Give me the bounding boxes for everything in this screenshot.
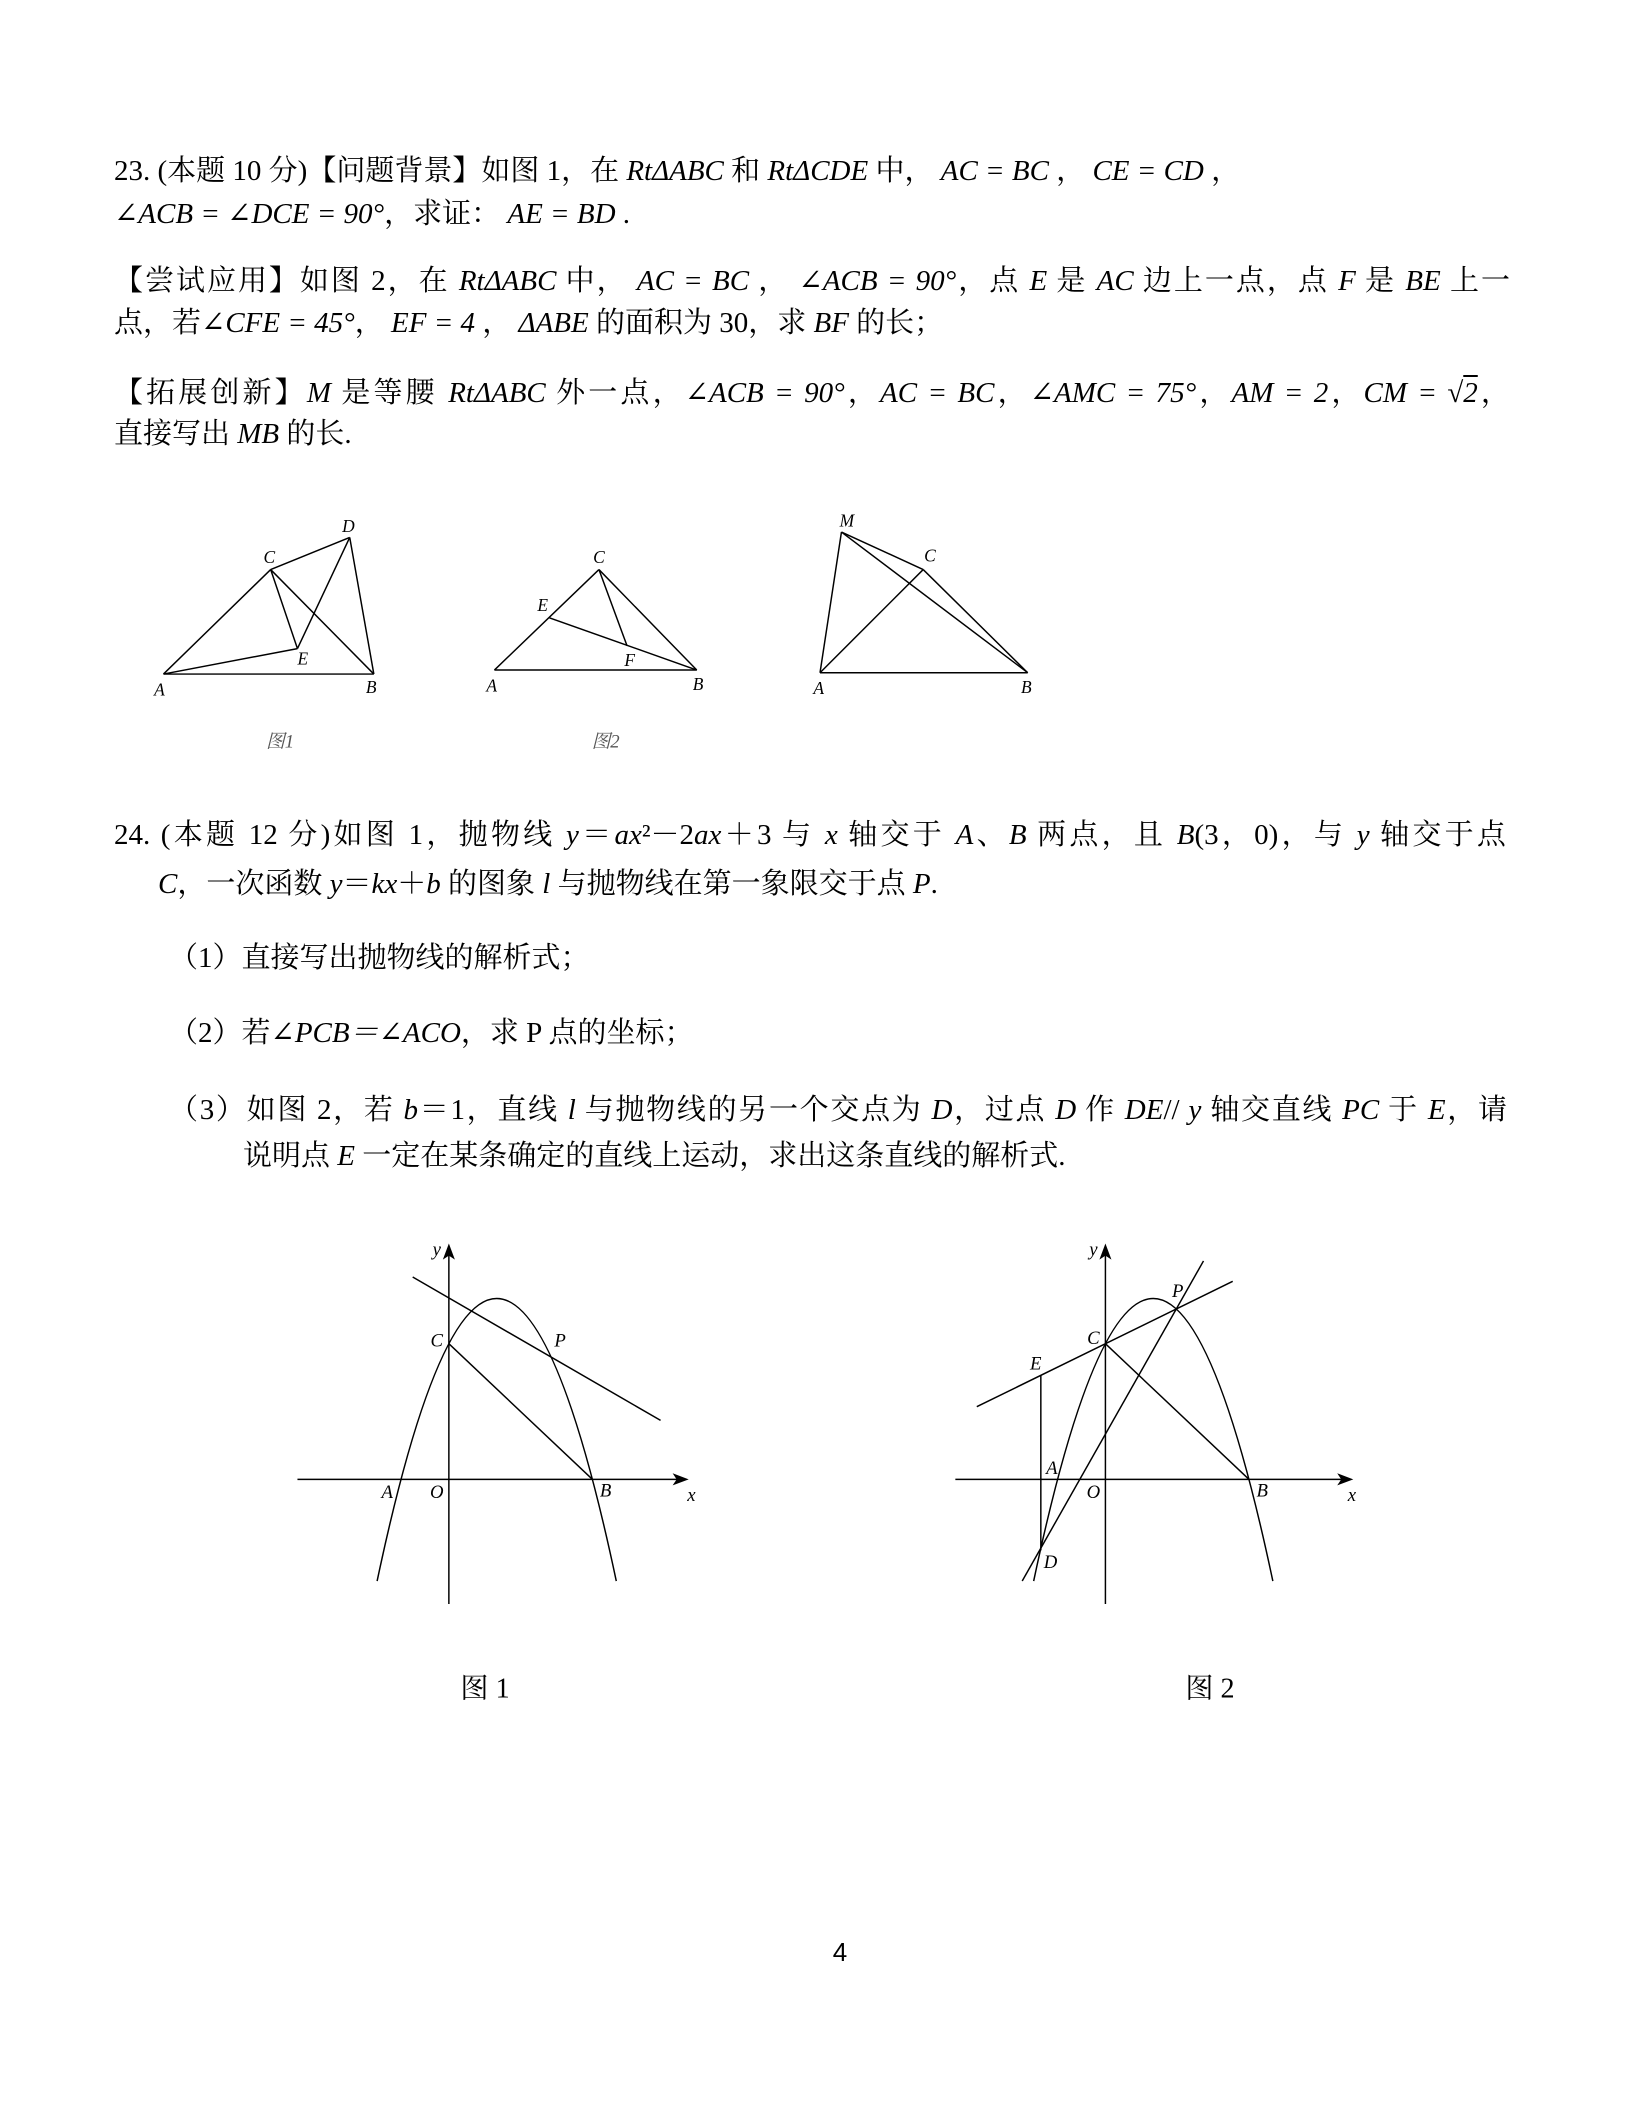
text-run: ， — [749, 265, 799, 297]
math-expression: D — [1055, 1094, 1077, 1126]
segment-ac — [494, 570, 599, 670]
math-expression: BF — [813, 307, 849, 339]
text-run: 24. (本题 12 分)如图 1，抛物线 — [114, 819, 567, 851]
point-label-a: A — [486, 675, 498, 696]
point-label-e: E — [537, 595, 548, 616]
q23-line-1 — [114, 153, 1240, 189]
figure-caption: 图2 — [591, 731, 620, 753]
text-run: 两点，且 — [1026, 819, 1177, 851]
math-expression: AC = BC — [880, 377, 995, 409]
x-axis-label: x — [1347, 1484, 1357, 1506]
y-axis-label: y — [432, 1239, 441, 1261]
point-label-b: B — [1256, 1480, 1268, 1502]
math-expression: x — [824, 819, 838, 851]
text-run: 点，若 — [114, 307, 202, 339]
x-axis-label: x — [687, 1484, 696, 1506]
text-run: . — [615, 198, 631, 230]
math-expression: DE — [1124, 1094, 1164, 1126]
text-run: ，求证： — [384, 198, 508, 230]
segment-cd — [271, 537, 350, 569]
math-expression: B — [1008, 819, 1027, 851]
point-label-b: B — [599, 1480, 612, 1502]
point-label-c: C — [263, 546, 276, 567]
text-run: ＋3 与 — [721, 819, 825, 851]
math-expression: ΔABE — [518, 307, 589, 339]
point-label-e: E — [297, 648, 309, 669]
text-run: 的面积为 30，求 — [588, 307, 814, 339]
math-expression: ∠AMC = 75° — [1029, 377, 1197, 409]
text-run: ²－2 — [641, 819, 695, 851]
text-run: ， — [475, 307, 519, 339]
point-label-d: D — [1043, 1551, 1058, 1573]
math-expression: EF = 4 — [391, 307, 476, 339]
q24-part-1 — [169, 940, 590, 976]
math-expression: PC — [1342, 1094, 1380, 1126]
text-run: ， — [1203, 155, 1241, 187]
math-expression: AC = BC — [940, 155, 1049, 187]
text-run: ， — [844, 377, 880, 409]
math-expression: M — [306, 377, 331, 409]
math-expression: ∠CFE = 45° — [201, 307, 355, 339]
q23-figure-3 — [812, 511, 1032, 698]
text-run: ， — [1477, 377, 1510, 409]
text-run: ＋ — [397, 868, 427, 900]
text-run: (3，0)，与 — [1194, 819, 1357, 851]
text-run: 于 — [1379, 1094, 1428, 1126]
q24-line-1 — [114, 817, 1506, 853]
math-expression: AE = BD — [507, 198, 616, 230]
segment-cb — [449, 1344, 593, 1480]
text-run: ， — [1048, 155, 1093, 187]
point-label-a: A — [813, 678, 825, 699]
line-l — [1022, 1261, 1203, 1581]
point-label-a: A — [154, 679, 165, 700]
math-expression: y — [329, 868, 343, 900]
text-run: 一定在某条确定的直线上运动，求出这条直线的解析式. — [354, 1140, 1066, 1172]
text-run: 轴交于点 — [1369, 819, 1506, 851]
parabola — [1034, 1298, 1273, 1581]
point-label-f: F — [624, 650, 636, 671]
point-label-m: M — [839, 510, 855, 531]
text-run: 是 — [1047, 265, 1097, 297]
q24-part-3-continued — [243, 1138, 1066, 1174]
q24-line-2 — [158, 866, 938, 902]
point-label-c: C — [924, 545, 936, 566]
text-run: 中， — [868, 155, 941, 187]
point-label-c: C — [1087, 1328, 1100, 1350]
math-expression: E — [337, 1140, 355, 1172]
text-run: ＝ — [342, 868, 372, 900]
point-label-b: B — [692, 674, 704, 695]
math-expression: F — [1338, 265, 1356, 297]
math-expression: AM = 2 — [1231, 377, 1329, 409]
math-expression: CE = CD — [1092, 155, 1204, 187]
text-run: 、 — [973, 819, 1009, 851]
text-run: ， — [1328, 377, 1364, 409]
math-expression: P — [912, 868, 931, 900]
segment-ma — [820, 532, 841, 673]
math-expression: RtΔCDE — [767, 155, 869, 187]
math-expression: y — [1188, 1094, 1202, 1126]
figure-caption: 图 2 — [1185, 1673, 1235, 1705]
q23-line-5 — [114, 375, 1510, 411]
segment-eb — [549, 618, 696, 670]
text-run: √ — [1447, 377, 1464, 409]
q24-part-2 — [169, 1015, 693, 1051]
line-l — [413, 1277, 661, 1420]
page-number: 4 — [832, 1937, 848, 1967]
q23-line-2 — [114, 196, 630, 232]
math-expression: RtΔABC — [458, 265, 557, 297]
math-expression: D — [931, 1094, 953, 1126]
math-expression: y — [566, 819, 579, 851]
math-expression: B — [1176, 819, 1195, 851]
text-run: 轴交于 — [837, 819, 956, 851]
segment-cb — [923, 570, 1028, 673]
segment-mc — [841, 532, 923, 570]
text-run: // — [1163, 1094, 1189, 1126]
point-label-e: E — [1030, 1353, 1042, 1375]
text-run: 与抛物线在第一象限交于点 — [550, 868, 913, 900]
math-expression: BE — [1405, 265, 1441, 297]
segment-ed — [297, 537, 349, 648]
math-expression: AC = BC — [636, 265, 750, 297]
math-expression: ∠ACB = 90° — [798, 265, 957, 297]
math-expression: C — [158, 868, 178, 900]
text-run: 【尝试应用】如图 2，在 — [114, 265, 459, 297]
segment-ce — [271, 570, 298, 649]
math-expression: E — [1427, 1094, 1446, 1126]
math-expression: RtΔABC — [448, 377, 546, 409]
math-expression: A — [955, 819, 974, 851]
math-expression: ∠PCB＝∠ACO — [270, 1017, 461, 1049]
math-expression: ax — [614, 819, 642, 851]
segment-cb — [599, 570, 697, 670]
segment-cb — [1105, 1344, 1249, 1480]
text-run: 作 — [1076, 1094, 1125, 1126]
point-label-a: A — [381, 1482, 393, 1504]
text-run: 与抛物线的另一个交点为 — [575, 1094, 932, 1126]
point-label-a: A — [1046, 1457, 1058, 1479]
q23-line-6 — [114, 416, 352, 452]
segment-ae — [163, 649, 297, 674]
q23-line-3 — [114, 263, 1510, 299]
math-expression: kx — [371, 868, 398, 900]
text-run: 外一点， — [545, 377, 685, 409]
figure-caption: 图1 — [265, 731, 295, 753]
point-label-b: B — [365, 676, 377, 697]
point-label-b: B — [1021, 676, 1032, 697]
math-expression: l — [567, 1094, 576, 1126]
text-run: 直接写出 — [114, 418, 238, 450]
text-run: 轴交直线 — [1201, 1094, 1343, 1126]
parabola — [377, 1298, 616, 1581]
text-run: 是等腰 — [331, 377, 449, 409]
point-label-d: D — [342, 516, 355, 537]
math-expression: b — [403, 1094, 419, 1126]
math-expression: AC — [1096, 265, 1134, 297]
text-run: 和 — [723, 155, 768, 187]
text-run: ，一次函数 — [177, 868, 330, 900]
math-expression: CM = — [1363, 377, 1448, 409]
point-label-p: P — [554, 1330, 566, 1352]
text-run: 上一 — [1440, 265, 1510, 297]
math-expression: E — [1029, 265, 1048, 297]
text-run: ， — [994, 377, 1030, 409]
text-run: ＝ — [578, 819, 615, 851]
text-run: 的图象 — [440, 868, 543, 900]
segment-ac — [163, 570, 270, 675]
segment-ac — [820, 570, 923, 673]
q24-part-3 — [169, 1092, 1507, 1128]
math-expression: l — [542, 868, 551, 900]
math-expression: MB — [237, 418, 280, 450]
text-run: 【拓展创新】 — [114, 377, 307, 409]
text-run: ，求 P 点的坐标； — [460, 1017, 694, 1049]
text-run: ，请 — [1445, 1094, 1507, 1126]
y-axis-label: y — [1089, 1239, 1098, 1261]
segment-cf — [599, 570, 627, 646]
text-run: 说明点 — [243, 1140, 338, 1172]
text-run: ， — [354, 307, 392, 339]
text-run: . — [930, 868, 938, 900]
text-run: ， — [1196, 377, 1232, 409]
q23-line-4 — [114, 305, 943, 341]
math-expression: y — [1356, 819, 1370, 851]
figure-caption: 图 1 — [460, 1673, 510, 1705]
text-run: （1）直接写出抛物线的解析式； — [169, 942, 590, 974]
text-run: ，点 — [956, 265, 1030, 297]
math-expression: ∠ACB = 90° — [684, 377, 845, 409]
text-run: ＝1，直线 — [418, 1094, 568, 1126]
radicand: 2 — [1463, 377, 1478, 409]
q24-figure-2 — [955, 1240, 1356, 1705]
origin-label: O — [1086, 1482, 1101, 1504]
origin-label: O — [430, 1482, 444, 1504]
text-run: ，过点 — [952, 1094, 1056, 1126]
text-run: 边上一点，点 — [1133, 265, 1339, 297]
text-run: （3）如图 2，若 — [169, 1094, 404, 1126]
text-run: 是 — [1355, 265, 1406, 297]
text-run: 23. (本题 10 分)【问题背景】如图 1，在 — [114, 155, 627, 187]
text-run: （2）若 — [169, 1017, 271, 1049]
point-label-c: C — [593, 546, 605, 567]
math-expression: RtΔABC — [626, 155, 724, 187]
point-label-c: C — [430, 1330, 444, 1352]
q23-figure-2 — [485, 547, 703, 753]
point-label-p: P — [1172, 1281, 1184, 1303]
text-run: 的长. — [279, 418, 352, 450]
text-run: 的长； — [848, 307, 944, 339]
math-expression: ∠ACB = ∠DCE = 90° — [114, 198, 385, 230]
math-expression: b — [426, 868, 441, 900]
q23-figure-1 — [153, 516, 377, 753]
q24-figure-1 — [297, 1240, 696, 1705]
text-run: 中， — [556, 265, 637, 297]
math-expression: ax — [694, 819, 722, 851]
